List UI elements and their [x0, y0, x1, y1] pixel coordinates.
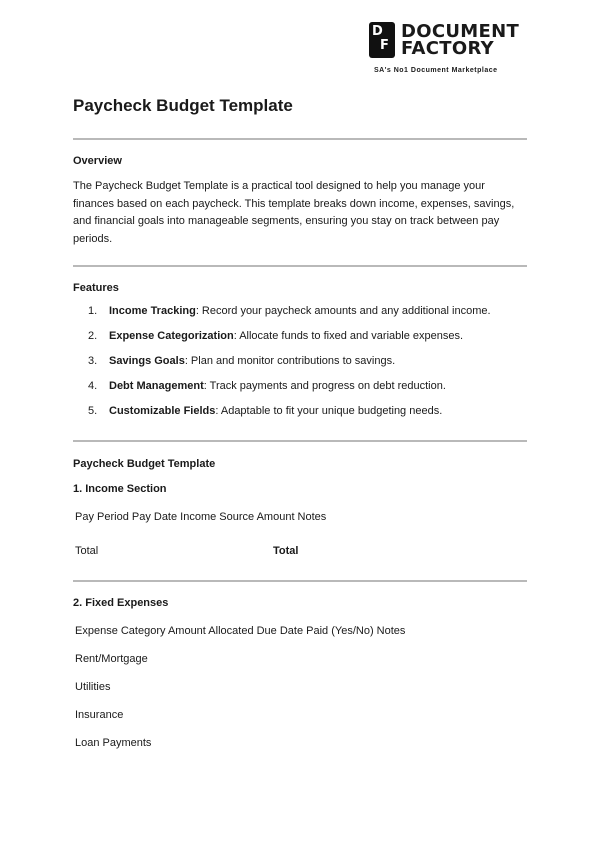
feature-number: 3.	[88, 355, 98, 367]
feature-label: Income Tracking	[109, 305, 196, 317]
overview-text: The Paycheck Budget Template is a practical tool designed to help you manage your finances based on each paycheck. This template breaks down income, expenses, savings, and financial goals into manageable segments, ensuring you stay on track between pay periods.	[73, 180, 515, 245]
feature-number: 2.	[88, 330, 98, 342]
income-total-label: Total	[75, 545, 99, 557]
feature-desc: : Allocate funds to fixed and variable expenses.	[233, 330, 464, 342]
brand-logo	[369, 22, 519, 58]
fixed-row: Insurance	[75, 709, 124, 721]
feature-desc: : Adaptable to fit your unique budgeting needs.	[215, 405, 443, 417]
feature-number: 5.	[88, 405, 98, 417]
feature-number: 4.	[88, 380, 98, 392]
income-total-bold: Total	[273, 545, 299, 557]
logo-line-1: DOCUMENT	[401, 21, 520, 42]
logo-mark-icon	[369, 22, 395, 58]
fixed-row: Loan Payments	[75, 737, 152, 749]
feature-label: Customizable Fields	[109, 405, 216, 417]
feature-label: Expense Categorization	[109, 330, 234, 342]
overview-heading: Overview	[73, 155, 122, 167]
feature-label: Debt Management	[109, 380, 204, 392]
logo-mark-d: D	[372, 24, 383, 39]
logo-mark-f: F	[380, 38, 389, 53]
divider	[73, 580, 527, 582]
feature-number: 1.	[88, 305, 98, 317]
fixed-row: Rent/Mortgage	[75, 653, 148, 665]
logo-line-2: FACTORY	[401, 38, 494, 59]
feature-desc: : Record your paycheck amounts and any additional income.	[195, 305, 491, 317]
feature-label: Savings Goals	[109, 355, 185, 367]
feature-item	[88, 330, 491, 355]
income-table-header: Pay Period Pay Date Income Source Amount Notes	[75, 511, 327, 523]
fixed-row: Utilities	[75, 681, 111, 693]
fixed-table-header: Expense Category Amount Allocated Due Date Paid (Yes/No) Notes	[75, 625, 406, 637]
feature-desc: : Plan and monitor contributions to savings.	[184, 355, 396, 367]
income-section-heading: 1. Income Section	[73, 483, 167, 495]
brand-tagline: SA's No1 Document Marketplace	[374, 67, 498, 74]
features-heading: Features	[73, 282, 119, 294]
divider	[73, 440, 527, 442]
divider	[73, 138, 527, 140]
template-heading: Paycheck Budget Template	[73, 458, 216, 470]
divider	[73, 265, 527, 267]
page-title: Paycheck Budget Template	[73, 96, 293, 115]
logo-wordmark	[401, 23, 519, 57]
feature-item	[88, 380, 491, 405]
feature-item	[88, 305, 491, 330]
features-list	[88, 305, 491, 430]
feature-desc: : Track payments and progress on debt reduction.	[203, 380, 446, 392]
feature-item	[88, 405, 491, 430]
feature-item	[88, 355, 491, 380]
fixed-expenses-heading: 2. Fixed Expenses	[73, 597, 169, 609]
